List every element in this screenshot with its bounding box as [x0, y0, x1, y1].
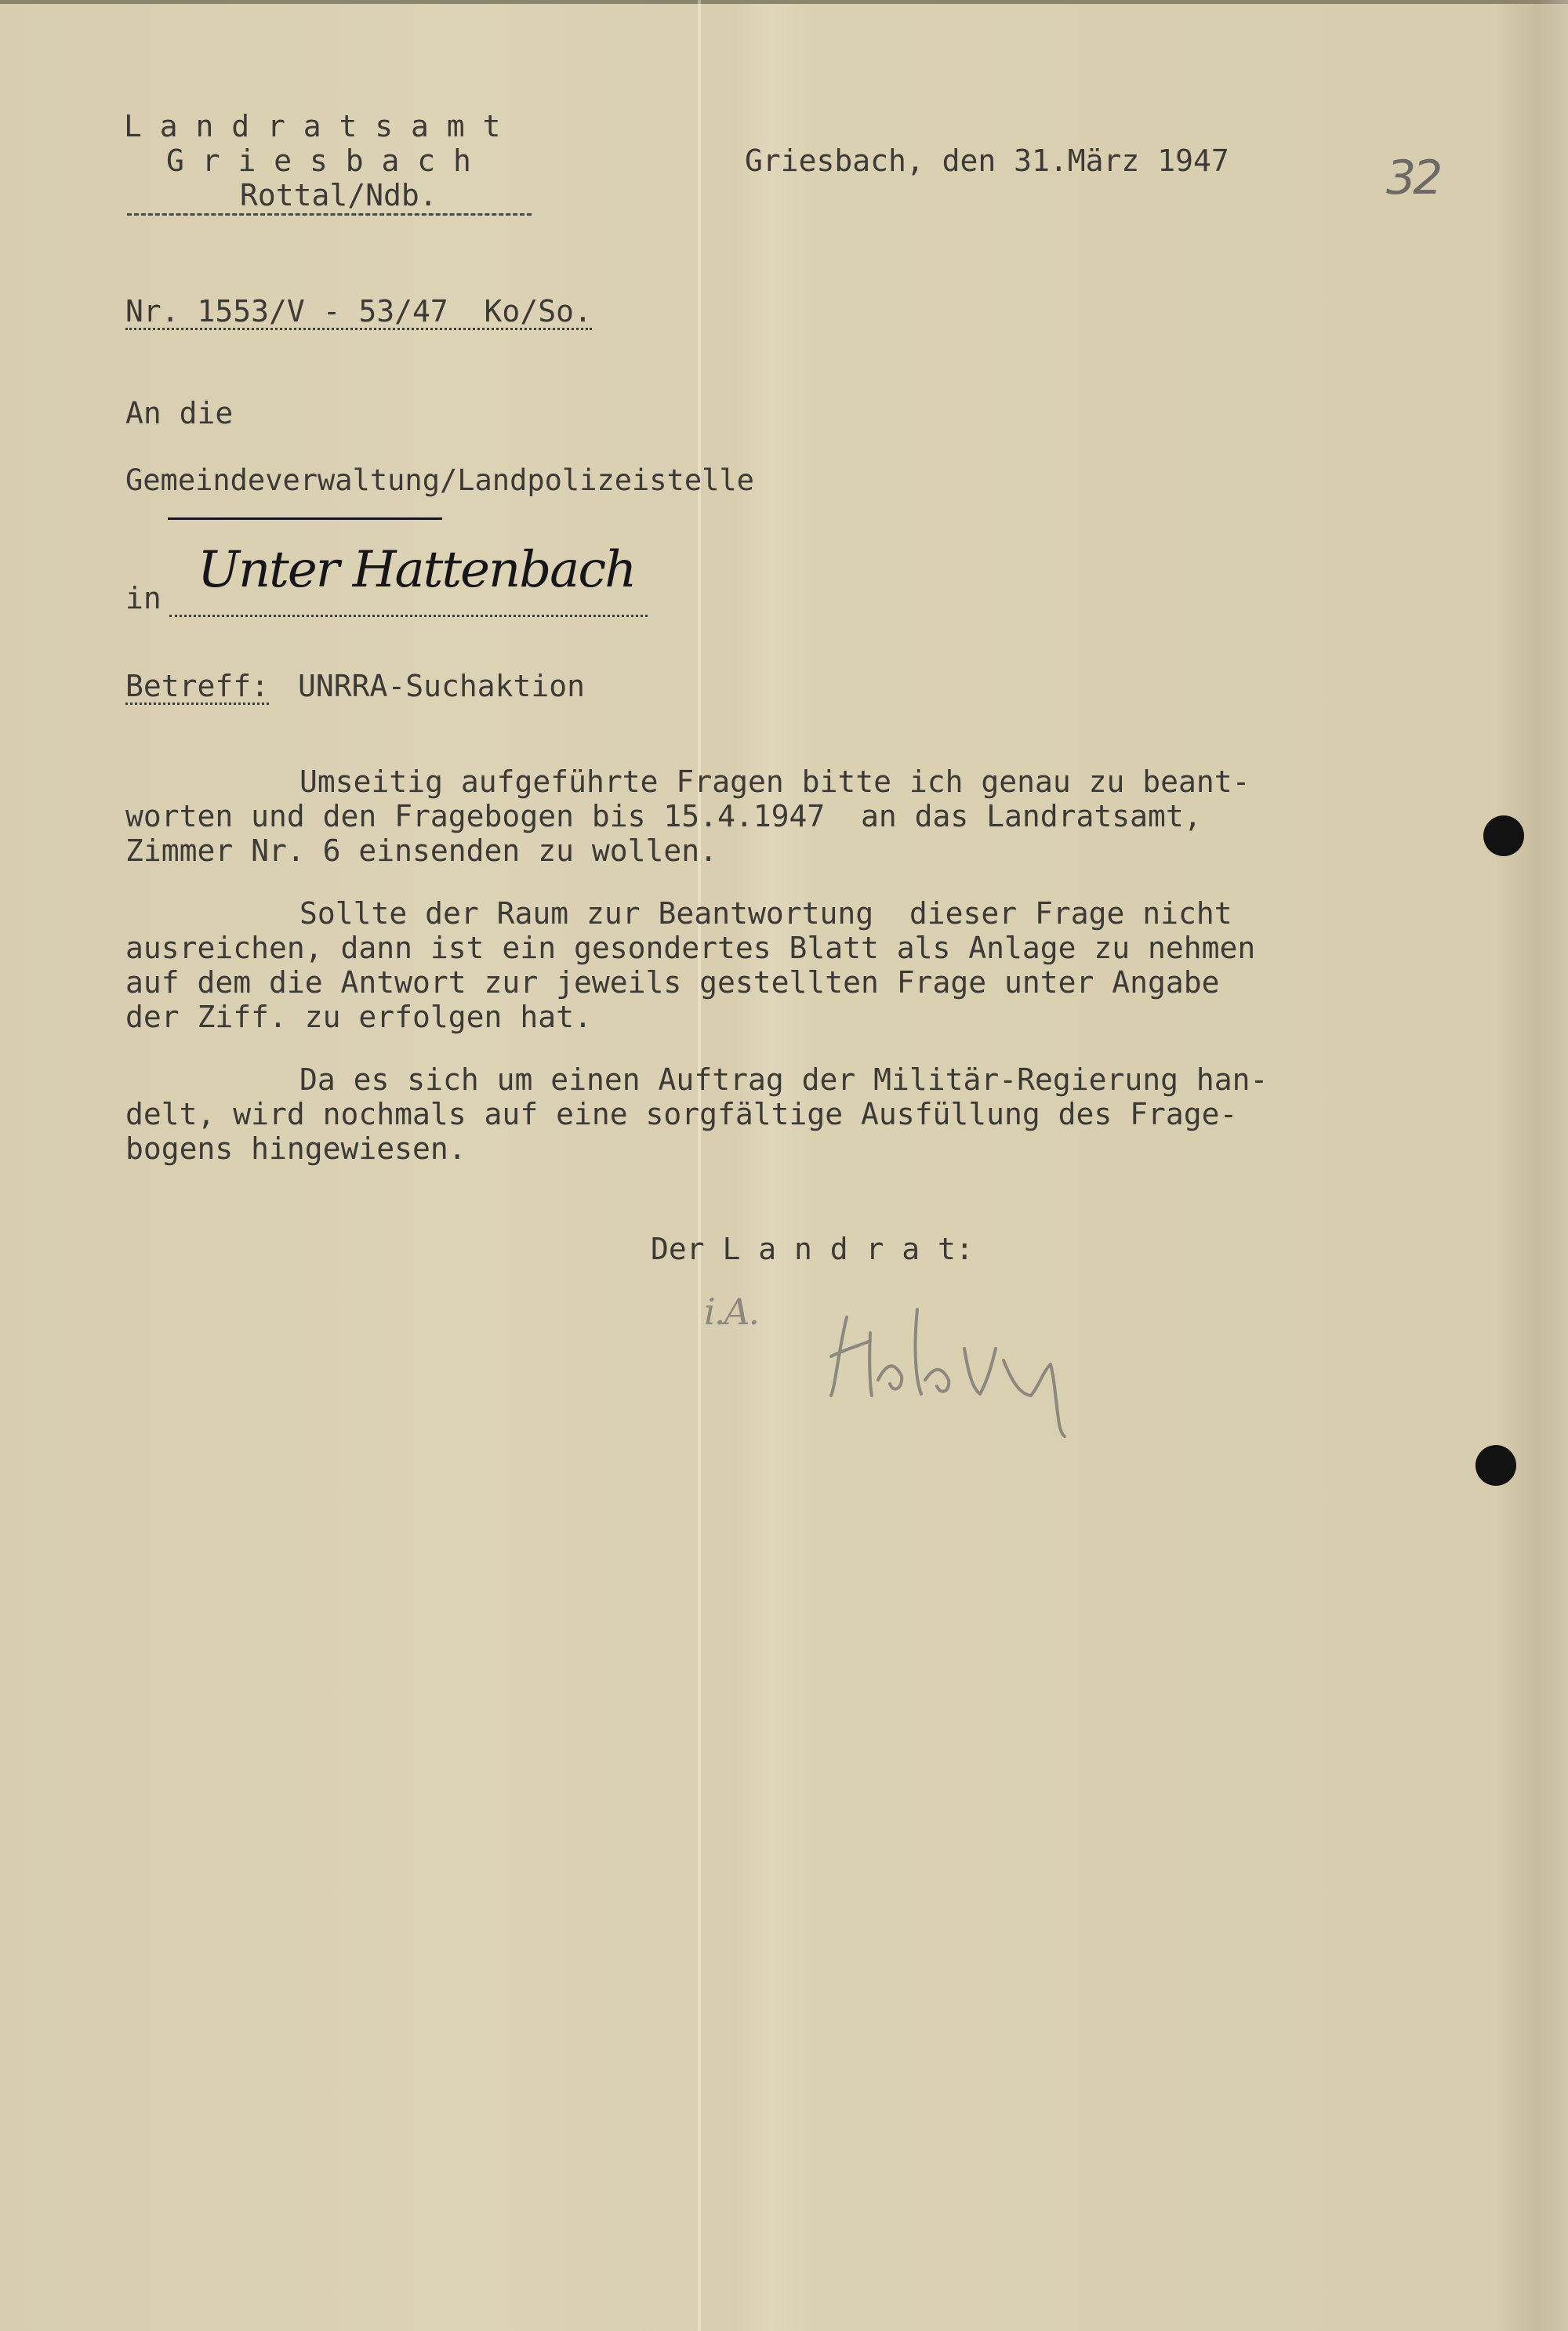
subject-text: UNRRA-Suchaktion [298, 669, 586, 703]
body-p1-line3: Zimmer Nr. 6 einsenden zu wollen. [125, 833, 717, 868]
body-p3-line1: Da es sich um einen Auftrag der Militär-Regierung han- [299, 1062, 1269, 1097]
body-p3-line3: bogens hingewiesen. [125, 1131, 466, 1166]
place-underline [169, 615, 648, 617]
body-p3-line2: delt, wird nochmals auf eine sorgfältige Ausfüllung des Frage- [125, 1097, 1238, 1131]
body-p1-line1: Umseitig aufgeführte Fragen bitte ich genau zu beant- [299, 764, 1250, 799]
signature-prefix: i.A. [704, 1291, 759, 1333]
body-p1-line2: worten und den Fragebogen bis 15.4.1947 an das Landratsamt, [125, 799, 1202, 833]
top-edge [0, 0, 1568, 4]
subject-label: Betreff: [125, 669, 270, 703]
punch-hole-top [1483, 815, 1524, 856]
office-strike-line [168, 517, 442, 520]
body-p2-line4: der Ziff. zu erfolgen hat. [125, 1000, 592, 1034]
paper-fold [698, 0, 701, 2331]
date-line: Griesbach, den 31.März 1947 [745, 143, 1229, 178]
reference-number: Nr. 1553/V - 53/47 Ko/So. [125, 294, 592, 329]
in-label: in [125, 581, 162, 615]
punch-hole-bottom [1475, 1445, 1516, 1486]
page-number: 32 [1386, 151, 1440, 205]
letterhead-underline [127, 213, 532, 216]
body-p2-line1: Sollte der Raum zur Beantwortung dieser Frage nicht [299, 896, 1232, 931]
letterhead-line2: G r i e s b a c h [166, 143, 471, 178]
letterhead-line3: Rottal/Ndb. [240, 178, 437, 212]
signature-title: Der L a n d r a t: [651, 1232, 974, 1266]
right-edge-shadow [1494, 0, 1568, 2331]
place-handwritten: Unter Hattenbach [198, 541, 636, 599]
recipient-office: Gemeindeverwaltung/Landpolizeistelle [125, 463, 754, 497]
body-p2-line3: auf dem die Antwort zur jeweils gestellten Frage unter Angabe [125, 965, 1220, 1000]
salutation: An die [125, 396, 234, 430]
letterhead-line1: L a n d r a t s a m t [124, 109, 501, 143]
body-p2-line2: ausreichen, dann ist ein gesondertes Blatt als Anlage zu nehmen [125, 931, 1256, 965]
handwritten-signature [815, 1302, 1121, 1443]
